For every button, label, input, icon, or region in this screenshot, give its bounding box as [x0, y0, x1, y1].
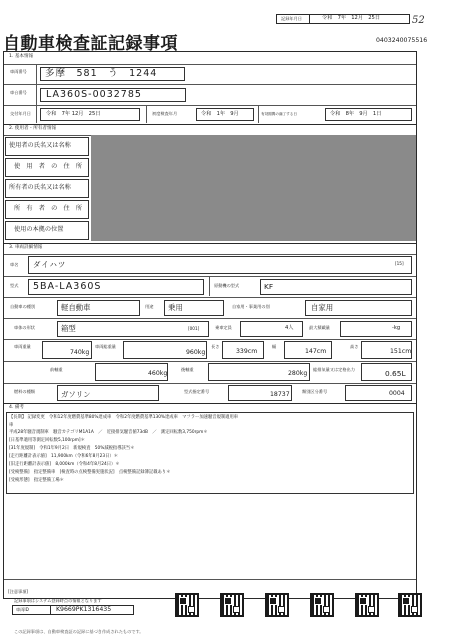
- notice-text: 記録事項はシステム登録時点の情報となります: [14, 598, 102, 603]
- width-value: 147cm: [305, 348, 327, 355]
- remark-line: [受検形態] 指定整備工場＊: [9, 478, 64, 483]
- first-registration-value: 令和 1年 9月: [201, 111, 239, 117]
- qr-code-6: [398, 593, 422, 617]
- body-shape-field: [57, 321, 209, 337]
- type-cert-value: 18737: [270, 391, 290, 398]
- expiry-label: 有効期間の満了する日: [261, 112, 297, 116]
- rear-axle-value: 280kg: [288, 370, 308, 377]
- use-value: 乗用: [168, 303, 183, 312]
- record-date: 令和 7年 12月 25日: [322, 15, 381, 21]
- issue-date-label: 交付年月日: [10, 111, 31, 116]
- width-label: 幅: [272, 344, 277, 349]
- qr-code-2: [220, 593, 244, 617]
- remark-line: [走行距離計表示値] 11,900km（令和6年8月23日）＊: [9, 454, 119, 459]
- remark-line: [受検整備] 指定整備車 [検査時の点検整備実施状況] 点検整備記録簿記載あり＊: [9, 470, 171, 475]
- model-value: 5BA-LA360S: [33, 281, 102, 292]
- engine-label: 原動機の型式: [214, 283, 240, 288]
- body-shape-label: 車体の形状: [14, 325, 35, 330]
- owner-base-location-label: 使用の本拠の位置: [14, 226, 64, 233]
- vehicle-type-value: 軽自動車: [61, 303, 91, 312]
- remark-line: [旧走行距離計表示値] 8,000km（令和4年8月24日）＊: [9, 462, 120, 467]
- owner-user-name-label: 使用者の氏名又は名称: [9, 142, 71, 149]
- capacity-label: 乗車定員: [215, 325, 232, 330]
- category-label: 類別区分番号: [302, 389, 328, 394]
- qr-code-3: [265, 593, 289, 617]
- engine-field: [260, 279, 412, 295]
- corner-mark: 52: [412, 15, 425, 26]
- maker-value: ダイハツ: [33, 260, 67, 269]
- qr-code-4: [310, 593, 334, 617]
- model-label: 型式: [10, 283, 19, 288]
- business-value: 自家用: [311, 303, 334, 312]
- page-title: 自動車検査証記録事項: [3, 34, 178, 54]
- notice-label: [注意事項]: [8, 589, 29, 594]
- remark-line: 車: [9, 423, 14, 428]
- fuel-label: 燃料の種類: [14, 389, 35, 394]
- vehicle-id-label: 車両ID: [16, 607, 29, 612]
- engine-value: KF: [264, 282, 274, 291]
- section-vehicle-label: 3. 車両詳細情報: [9, 245, 43, 250]
- use-label: 用途: [145, 304, 154, 309]
- plate-label: 車両番号: [10, 69, 27, 74]
- maker-label: 車名: [10, 262, 19, 267]
- record-date-label: 記録年月日: [281, 16, 302, 21]
- remark-line: 平成28年騒音規制車 騒音カテゴリM1A1A ／ 近接排気騒音値73dB ／ 測定回転数3,750rpm＊: [9, 430, 208, 435]
- doc-number: 0403240075516: [376, 37, 428, 44]
- footer-bottom-text: この記録事項は、自動車検査証の記録に基づき作成されたものです。: [14, 629, 144, 634]
- remark-line: [31年度規制] 令和1年9月2日 新規検査 50%減税指導該当＊: [9, 446, 135, 451]
- qr-code-5: [355, 593, 379, 617]
- capacity-value: 4人: [285, 325, 294, 331]
- owner-owner-address-label: 所 有 者 の 住 所: [14, 205, 83, 212]
- max-load-label: 最大積載量: [309, 325, 330, 330]
- remark-line: [日基準適用等測定回転数5,100rpm]＊: [9, 438, 85, 443]
- height-value: 151cm: [390, 348, 412, 355]
- qr-code-1: [175, 593, 199, 617]
- owner-owner-name-label: 所有者の氏名又は名称: [9, 184, 71, 191]
- displacement-value: 0.65L: [385, 369, 406, 378]
- rear-axle-label: 後軸重: [181, 367, 194, 372]
- expiry-value: 令和 8年 9月 1日: [330, 111, 382, 117]
- height-label: 高さ: [350, 344, 359, 349]
- section-basic-label: 1. 基本情報: [9, 54, 34, 59]
- business-label: 自家用・事業用の別: [232, 304, 270, 309]
- remark-line: 【長期】 記録変更 令和12年度燃費基準80%達成車 令和2年度燃費基準130%達成車 マフラー加速騒音規制適用車: [9, 415, 239, 420]
- vin-value: LA360S-0032785: [46, 89, 142, 100]
- vehicle-weight-value: 740kg: [70, 349, 90, 356]
- length-label: 長さ: [211, 344, 220, 349]
- plate-value: 多摩 581 う 1244: [45, 68, 158, 79]
- first-registration-label: 初度検査年月: [152, 111, 178, 116]
- section-remarks-label: 4. 備考: [9, 405, 25, 410]
- length-value: 339cm: [236, 348, 258, 355]
- front-axle-label: 前軸重: [50, 367, 63, 372]
- maker-code: [15]: [395, 261, 404, 266]
- owner-info-redaction: [91, 135, 416, 241]
- vehicle-id-value: K9669PK1316435: [56, 606, 112, 613]
- remarks-box: [6, 412, 414, 494]
- issue-date-value: 令和 7年 12月 25日: [46, 111, 101, 117]
- gross-weight-label: 車両総重量: [95, 344, 116, 349]
- fuel-value: ガソリン: [61, 390, 91, 399]
- displacement-label: 総排気量又は定格出力: [313, 367, 355, 372]
- gross-weight-value: 960kg: [186, 349, 206, 356]
- category-value: 0004: [389, 390, 405, 397]
- section-owner-label: 2. 使用者・所有者情報: [9, 126, 57, 131]
- front-axle-value: 460kg: [148, 370, 168, 377]
- vehicle-type-label: 自動車の種別: [10, 304, 36, 309]
- type-cert-label: 型式指定番号: [184, 389, 210, 394]
- body-shape-code: [001]: [188, 326, 200, 331]
- owner-user-address-label: 使 用 者 の 住 所: [14, 163, 83, 170]
- vin-label: 車台番号: [10, 90, 27, 95]
- max-load-value: -kg: [392, 325, 401, 331]
- body-shape-value: 箱型: [61, 324, 76, 333]
- max-load-field: [340, 321, 412, 337]
- vehicle-weight-label: 車両重量: [14, 344, 31, 349]
- maker-field: [28, 256, 412, 274]
